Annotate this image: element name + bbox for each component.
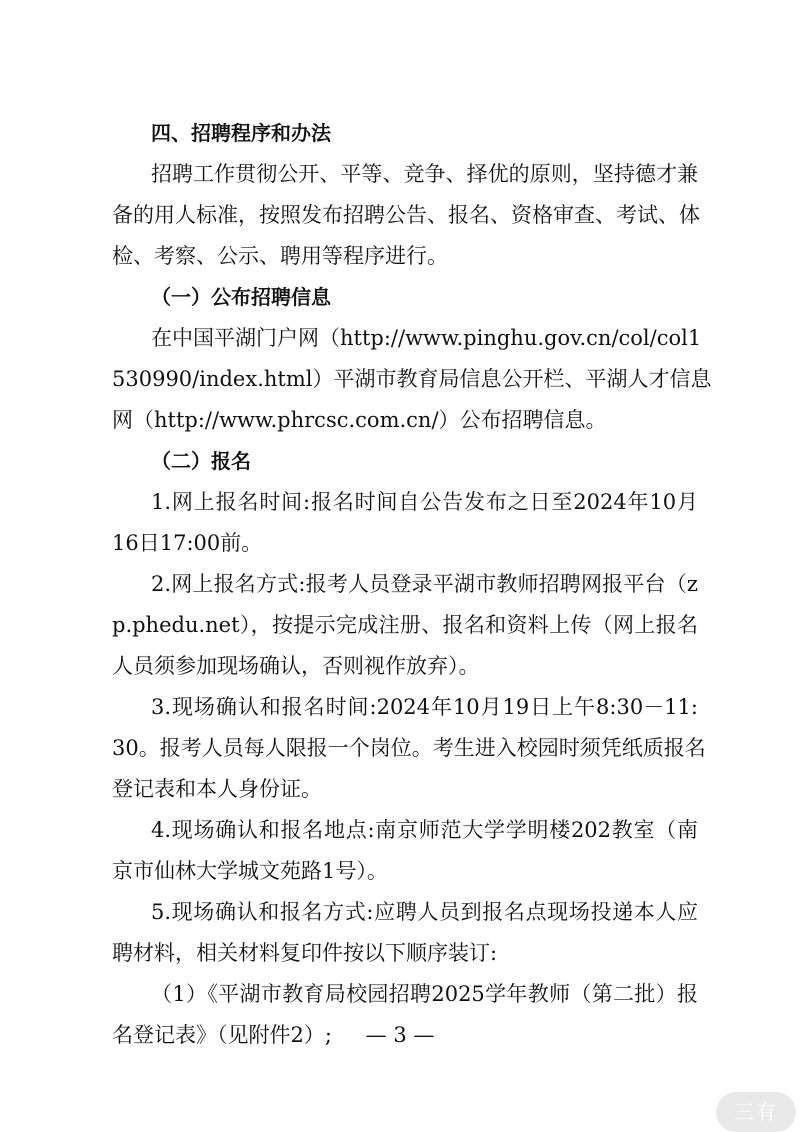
page-number: — 3 — [365,1023,435,1047]
item-5-line-2: 聘材料，相关材料复印件按以下顺序装订: [112,941,498,965]
subsection-1-title: （一）公布招聘信息 [151,285,331,309]
item-2-line-1: 2.网上报名方式:报考人员登录平湖市教师招聘网报平台（z [151,572,698,596]
item-5-line-1: 5.现场确认和报名方式:应聘人员到报名点现场投递本人应 [151,900,698,924]
item-4-line-1: 4.现场确认和报名地点:南京师范大学学明楼202教室（南 [151,818,698,842]
item-3-line-3: 登记表和本人身份证。 [112,777,322,801]
sub-item-1-line-1: （1）《平湖市教育局校园招聘2025学年教师（第二批）报 [151,982,698,1006]
item-2-line-3: 人员须参加现场确认，否则视作放弃）。 [112,654,480,678]
intro-line-1: 招聘工作贯彻公开、平等、竞争、择优的原则，坚持德才兼 [151,162,698,186]
subsection-2-title: （二）报名 [151,449,251,473]
item-4-line-2: 京市仙林大学城文苑路1号）。 [112,859,388,883]
item-1-line-1: 1.网上报名时间:报名时间自公告发布之日至2024年10月 [151,490,698,514]
item-3-line-2: 30。报考人员每人限报一个岗位。考生进入校园时须凭纸质报名 [112,736,706,760]
subsection-1-line-1: 在中国平湖门户网（http://www.pinghu.gov.cn/col/col1 [151,326,702,350]
item-2-line-2: p.phedu.net），按提示完成注册、报名和资料上传（网上报名 [112,613,698,637]
item-1-line-2: 16日17:00前。 [112,531,263,555]
item-3-line-1: 3.现场确认和报名时间:2024年10月19日上午8:30－11: [151,695,698,719]
subsection-1-line-2: 530990/index.html）平湖市教育局信息公开栏、平湖人才信息 [112,367,712,391]
intro-line-2: 备的用人标准，按照发布招聘公告、报名、资格审查、考试、体 [112,203,700,227]
section-title: 四、招聘程序和办法 [151,121,331,145]
sub-item-1-line-2: 名登记表》（见附件2）; [112,1023,332,1047]
subsection-1-line-3: 网（http://www.phrcsc.com.cn/）公布招聘信息。 [112,408,607,432]
watermark-logo: 三有 [716,1092,796,1132]
intro-line-3: 检、考察、公示、聘用等程序进行。 [112,244,448,268]
